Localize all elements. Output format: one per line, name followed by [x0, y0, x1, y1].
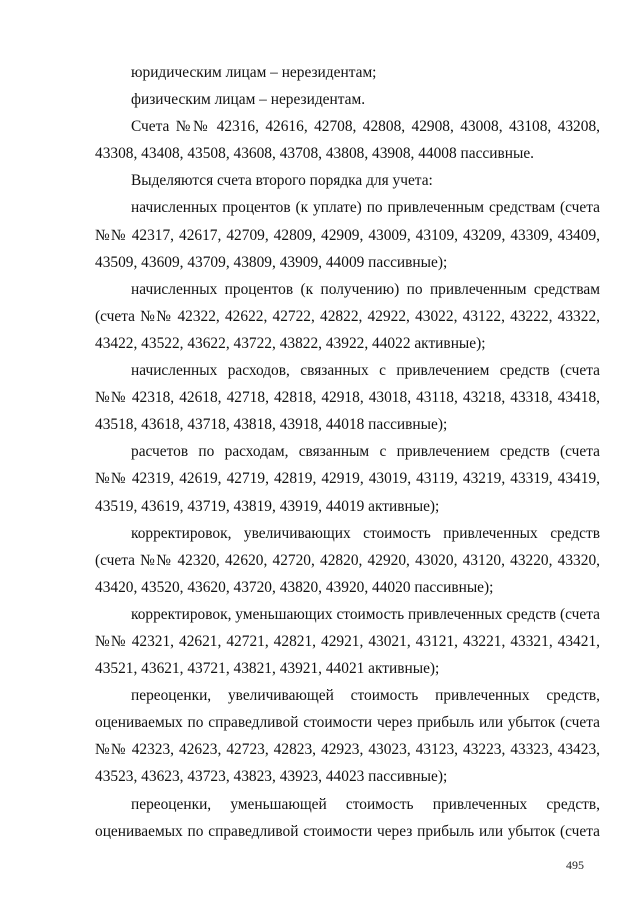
text-line: №№ 42317, 42617, 42709, 42809, 42909, 43009, 43109, 43209, 43309, 43409, [95, 226, 600, 244]
text-line: №№ 42323, 42623, 42723, 42823, 42923, 43023, 43123, 43223, 43323, 43423, [95, 741, 600, 759]
text-line: переоценки, уменьшающей стоимость привлеченных средств, [131, 795, 600, 813]
text-line: начисленных расходов, связанных с привлечением средств (счета [131, 362, 600, 380]
text-line: 43308, 43408, 43508, 43608, 43708, 43808, 43908, 44008 пассивные. [95, 145, 535, 163]
text-line: Счета №№ 42316, 42616, 42708, 42808, 42908, 43008, 43108, 43208, [131, 118, 600, 136]
text-line: 43523, 43623, 43723, 43823, 43923, 44023 пассивные); [95, 768, 448, 786]
text-line: 43518, 43618, 43718, 43818, 43918, 44018 пассивные); [95, 416, 448, 434]
text-line: начисленных процентов (к получению) по привлеченным средствам [131, 280, 600, 298]
text-line: начисленных процентов (к уплате) по привлеченным средствам (счета [131, 199, 600, 217]
text-line: (счета №№ 42322, 42622, 42722, 42822, 42922, 43022, 43122, 43222, 43322, [95, 307, 600, 325]
text-line: 43420, 43520, 43620, 43720, 43820, 43920, 44020 пассивные); [95, 578, 494, 596]
text-line: №№ 42321, 42621, 42721, 42821, 42921, 43021, 43121, 43221, 43321, 43421, [95, 632, 600, 650]
text-line: (счета №№ 42320, 42620, 42720, 42820, 42920, 43020, 43120, 43220, 43320, [95, 551, 600, 569]
page-number: 495 [566, 858, 584, 872]
text-line: расчетов по расходам, связанным с привлечением средств (счета [131, 443, 600, 461]
text-line: 43521, 43621, 43721, 43821, 43921, 44021 активные); [95, 660, 440, 678]
text-line: переоценки, увеличивающей стоимость привлеченных средств, [131, 687, 600, 705]
text-line: 43509, 43609, 43709, 43809, 43909, 44009 пассивные); [95, 253, 448, 271]
text-line: корректировок, увеличивающих стоимость привлеченных средств [131, 524, 600, 542]
document-body [95, 59, 600, 845]
text-line: №№ 42318, 42618, 42718, 42818, 42918, 43018, 43118, 43218, 43318, 43418, [95, 389, 600, 407]
text-line: №№ 42319, 42619, 42719, 42819, 42919, 43019, 43119, 43219, 43319, 43419, [95, 470, 600, 488]
text-line: оцениваемых по справедливой стоимости через прибыль или убыток (счета [95, 822, 600, 840]
text-line: юридическим лицам – нерезидентам; [131, 64, 377, 81]
text-line: оцениваемых по справедливой стоимости через прибыль или убыток (счета [95, 714, 600, 732]
text-line: 43422, 43522, 43622, 43722, 43822, 43922, 44022 активные); [95, 334, 486, 352]
text-line: 43519, 43619, 43719, 43819, 43919, 44019 активные); [95, 497, 440, 515]
text-line: физическим лицам – нерезидентам. [131, 91, 366, 109]
text-line: Выделяются счета второго порядка для учета: [131, 172, 433, 190]
text-line: корректировок, уменьшающих стоимость привлеченных средств (счета [131, 605, 600, 623]
